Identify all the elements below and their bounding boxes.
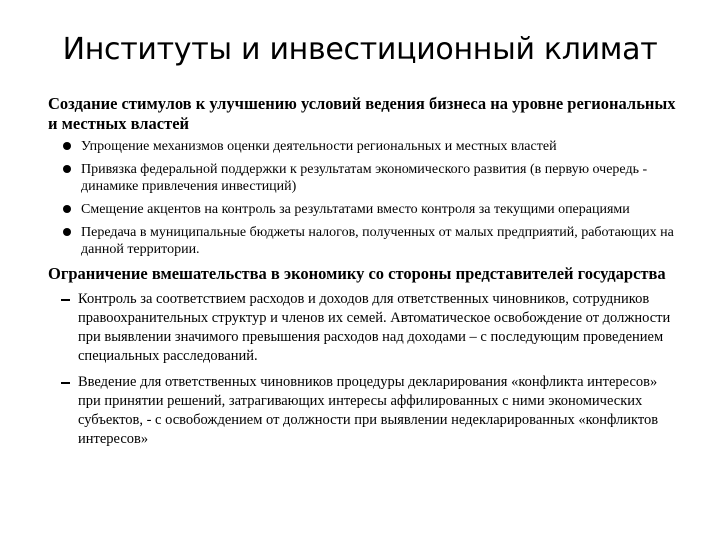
list-item-text: Введение для ответственных чиновников процедуры декларирования «конфликта интересов» при принятии решений, затрагивающих интересы аффилированных с ними экономических субъектов, - с освобождением от должности при выявлении недекларированных «конфликтов интересов» [78,374,659,447]
list-item [48,373,680,449]
list-item [48,224,680,258]
intervention-list [48,290,680,449]
bullet-icon [63,142,71,150]
list-item-text: Упрощение механизмов оценки деятельности региональных и местных властей [81,139,557,154]
list-item-text: Контроль за соответствием расходов и доходов для ответственных чиновников, сотрудников правоохранительных структур и членов их семей. Автоматическое освобождение от должности при выявлении значимого превышения расходов над доходами – с последующим проведением специальных расследований. [78,291,671,364]
list-item [48,138,680,155]
list-item-text: Смещение акцентов на контроль за результатами вместо контроля за текущими операциями [81,202,630,217]
bullet-icon [63,228,71,236]
slide-content [48,94,680,456]
dash-icon [61,299,70,301]
bullet-icon [63,205,71,213]
section-heading-intervention: Ограничение вмешательства в экономику со стороны представителей государства [48,264,666,283]
slide-title: Институты и инвестиционный климат [62,32,658,67]
list-item-text: Передача в муниципальные бюджеты налогов, полученных от малых предприятий, работающих на данной территории. [81,225,674,257]
list-item-text: Привязка федеральной поддержки к результатам экономического развития (в первую очередь - динамике привлечения инвестиций) [81,162,648,194]
section-heading-incentives: Создание стимулов к улучшению условий ведения бизнеса на уровне региональных и местных властей [48,94,676,133]
list-item [48,290,680,366]
incentives-list [48,138,680,258]
bullet-icon [63,165,71,173]
list-item [48,201,680,218]
list-item [48,161,680,195]
dash-icon [61,382,70,384]
